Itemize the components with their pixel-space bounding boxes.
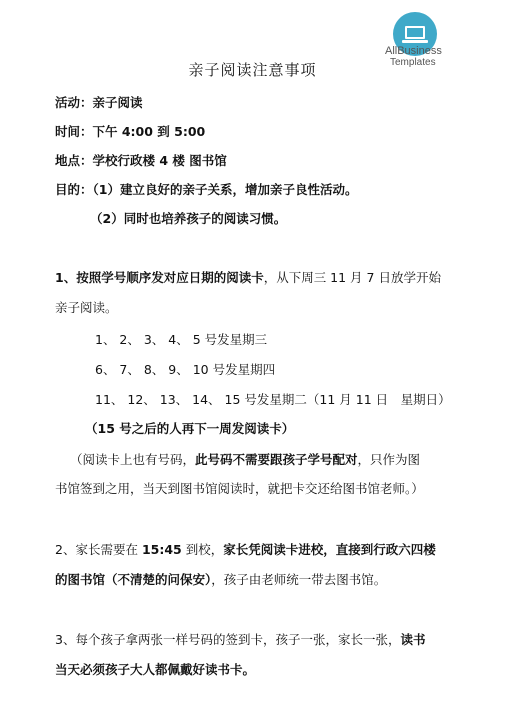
item3-part-a: 3、每个孩子拿两张一样号码的签到卡，孩子一张，家长一张，: [55, 632, 401, 647]
schedule-row-1: 1、 2、 3、 4、 5 号发星期三: [95, 332, 268, 347]
item1-bold: 1、按照学号顺序发对应日期的阅读卡: [55, 270, 264, 285]
item1-rest: ，从下周三 11 月 7 日放学开始: [263, 270, 441, 285]
item1-detail-line1: [70, 450, 420, 468]
item1-note: （15 号之后的人再下一周发阅读卡）: [85, 421, 295, 436]
detail-part-b: 此号码不需要跟孩子学号配对: [195, 452, 358, 467]
purpose-line-2: （2）同时也培养孩子的阅读习惯。: [90, 211, 287, 226]
item3-line2: 当天必须孩子大人都佩戴好读书卡。: [55, 662, 256, 677]
item2-line2-rest: ，孩子由老师统一带去图书馆。: [211, 572, 387, 587]
item2-line2: [55, 570, 386, 588]
logo-text-line2: Templates: [390, 57, 436, 68]
item3-line1: [55, 630, 425, 648]
item2-part-c: 到校，: [181, 542, 224, 557]
item2-line2-bold: 的图书馆（不清楚的问保安）: [55, 572, 212, 587]
item2-part-b: 15:45: [141, 542, 182, 557]
detail-part-c: ，只作为图: [357, 452, 421, 467]
item1-detail-line2: 书馆签到之用，当天到图书馆阅读时，就把卡交还给图书馆老师。）: [55, 481, 424, 496]
time-line: 时间：下午 4:00 到 5:00: [55, 124, 206, 139]
logo-text-line1: AllBusiness: [385, 45, 442, 57]
schedule-row-2: 6、 7、 8、 9、 10 号发星期四: [95, 362, 276, 377]
item2-line1: [55, 540, 436, 558]
activity-line: 活动：亲子阅读: [55, 95, 143, 110]
item3-part-b: 读书: [400, 632, 426, 647]
item1-line1: [55, 268, 441, 286]
document-title: 亲子阅读注意事项: [188, 61, 317, 79]
item1-line2: 亲子阅读。: [55, 300, 118, 315]
item2-part-d: 家长凭阅读卡进校，直接到行政六四楼: [223, 542, 436, 557]
item2-part-a: 2、家长需要在: [55, 542, 142, 557]
place-line: 地点：学校行政楼 4 楼 图书馆: [55, 153, 227, 168]
schedule-row-3: 11、 12、 13、 14、 15 号发星期二（11 月 11 日 星期日）: [95, 392, 451, 407]
purpose-line-1: 目的：（1）建立良好的亲子关系，增加亲子良性活动。: [55, 182, 358, 197]
detail-part-a: （阅读卡上也有号码，: [70, 452, 196, 467]
